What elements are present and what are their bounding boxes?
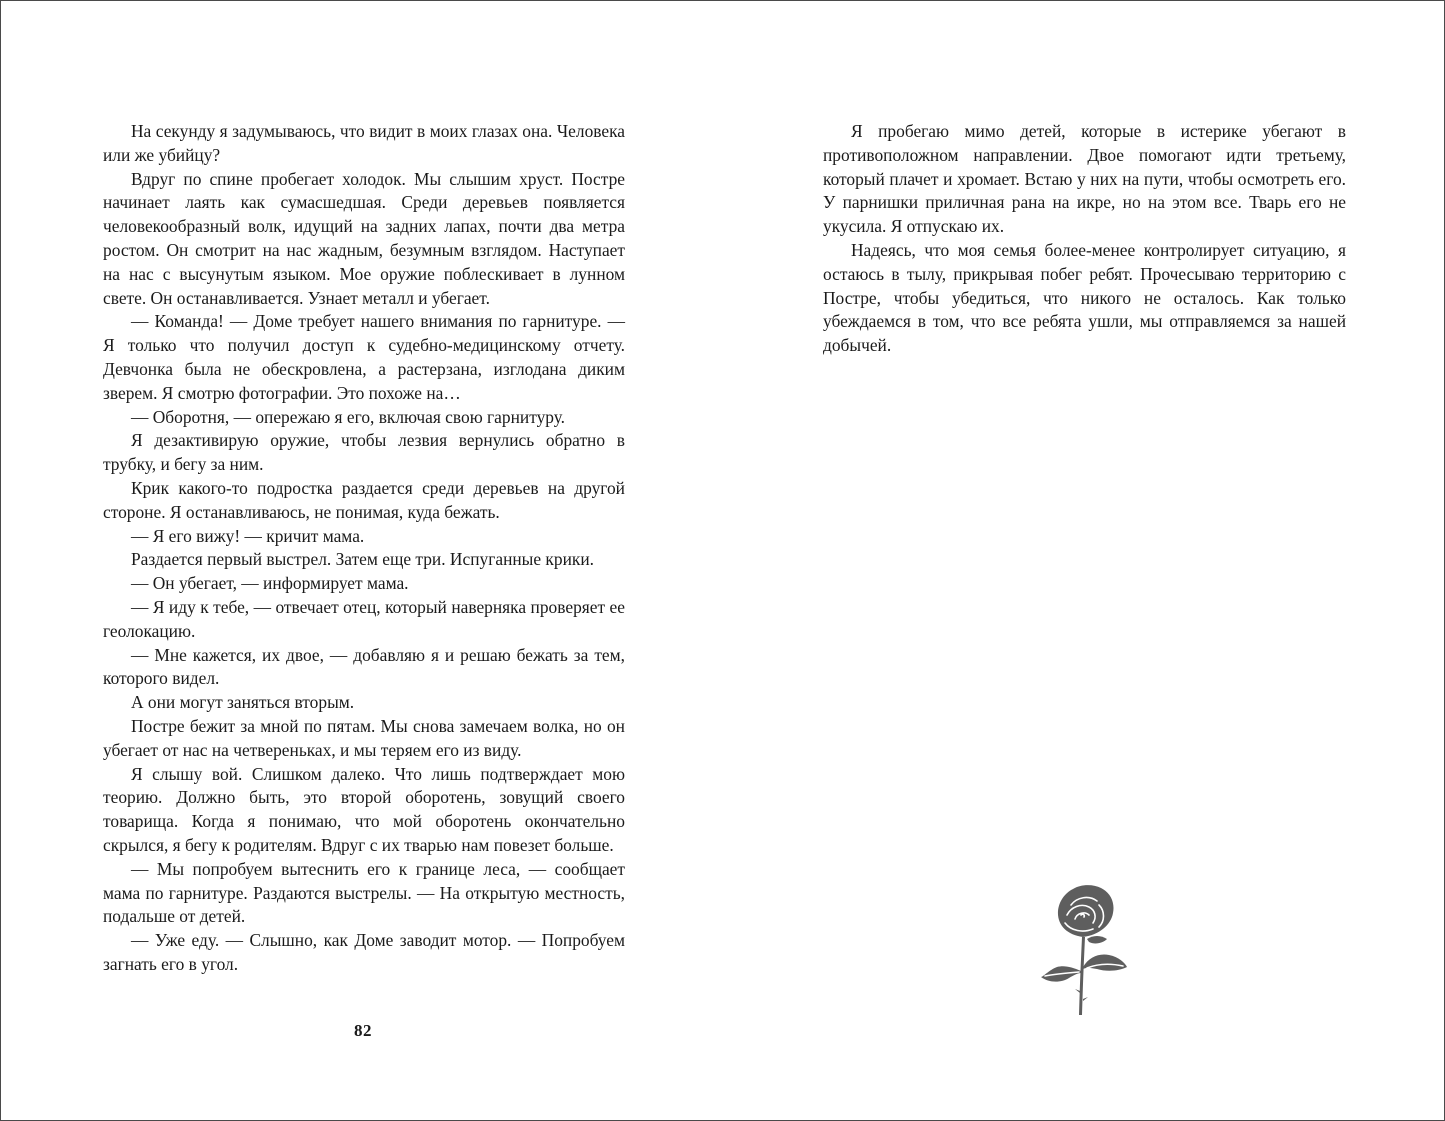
- paragraph: — Он убегает, — информирует мама.: [131, 573, 409, 594]
- paragraph: — Мне кажется, их двое, — добавляю я и решаю бежать за тем, которого видел.: [103, 644, 625, 689]
- paragraph: Я пробегаю мимо детей, которые в истерике убегают в противоположном направлении. Двое помогают идти третьему, который плачет и хромает. Встаю у них на пути, чтобы осмотреть его. У парнишки приличная рана на икре, но на этом все. Тварь его не укусила. Я отпускаю их.: [823, 121, 1346, 237]
- paragraph: — Уже еду. — Слышно, как Доме заводит мотор. — Попробуем загнать его в угол.: [103, 930, 625, 974]
- right-page: [823, 120, 1346, 358]
- paragraph: Я слышу вой. Слишком далеко. Что лишь подтверждает мою теорию. Должно быть, это второй оборотень, зовущий своего товарища. Когда я понимаю, что мой оборотень окончательно скрылся, я бегу к родителям. Вдруг с их тварью нам повезет больше.: [103, 763, 625, 855]
- page-number: 82: [354, 1021, 372, 1040]
- paragraph: Вдруг по спине пробегает холодок. Мы слышим хруст. Постре начинает лаять как сумасшедшая. Среди деревьев появляется человекообразный волк, идущий на задних лапах, почти два метра ростом. Он смотрит на нас жадным, безумным взглядом. Наступает на нас с высунутым языком. Мое оружие поблескивает в лунном свете. Он останавливается. Узнает металл и убегает.: [103, 168, 625, 308]
- paragraph: — Команда! — Доме требует нашего внимания по гарнитуре. — Я только что получил доступ к судебно-медицинскому отчету. Девчонка была не обескровлена, а растерзана, изглодана диким зверем. Я смотрю фотографии. Это похоже на…: [103, 311, 625, 403]
- paragraph: А они могут заняться вторым.: [131, 692, 355, 713]
- rose-icon: [1027, 879, 1143, 1017]
- paragraph: — Оборотня, — опережаю я его, включая свою гарнитуру.: [131, 406, 566, 427]
- paragraph: Постре бежит за мной по пятам. Мы снова замечаем волка, но он убегает от нас на четвереньках, и мы теряем его из виду.: [103, 715, 625, 760]
- paragraph: На секунду я задумываюсь, что видит в моих глазах она. Человека или же убийцу?: [103, 121, 625, 165]
- paragraph: Я дезактивирую оружие, чтобы лезвия вернулись обратно в трубку, и бегу за ним.: [103, 430, 625, 475]
- left-page: [103, 120, 625, 977]
- paragraph: — Я иду к тебе, — отвечает отец, который наверняка проверяет ее геолокацию.: [103, 596, 625, 641]
- paragraph: Надеясь, что моя семья более-менее контролирует ситуацию, я остаюсь в тылу, прикрывая побег ребят. Прочесываю территорию с Постре, чтобы убедиться, что никого не осталось. Как только убеждаемся в том, что все ребята ушли, мы отправляемся за нашей добычей.: [823, 239, 1346, 356]
- paragraph: Крик какого-то подростка раздается среди деревьев на другой стороне. Я останавливаюсь, не понимая, куда бежать.: [103, 477, 625, 522]
- paragraph: Раздается первый выстрел. Затем еще три. Испуганные крики.: [131, 549, 594, 570]
- paragraph: — Мы попробуем вытеснить его к границе леса, — сообщает мама по гарнитуре. Раздаются выстрелы. — На открытую местность, подальше от детей.: [103, 858, 625, 927]
- paragraph: — Я его вижу! — кричит мама.: [131, 525, 365, 546]
